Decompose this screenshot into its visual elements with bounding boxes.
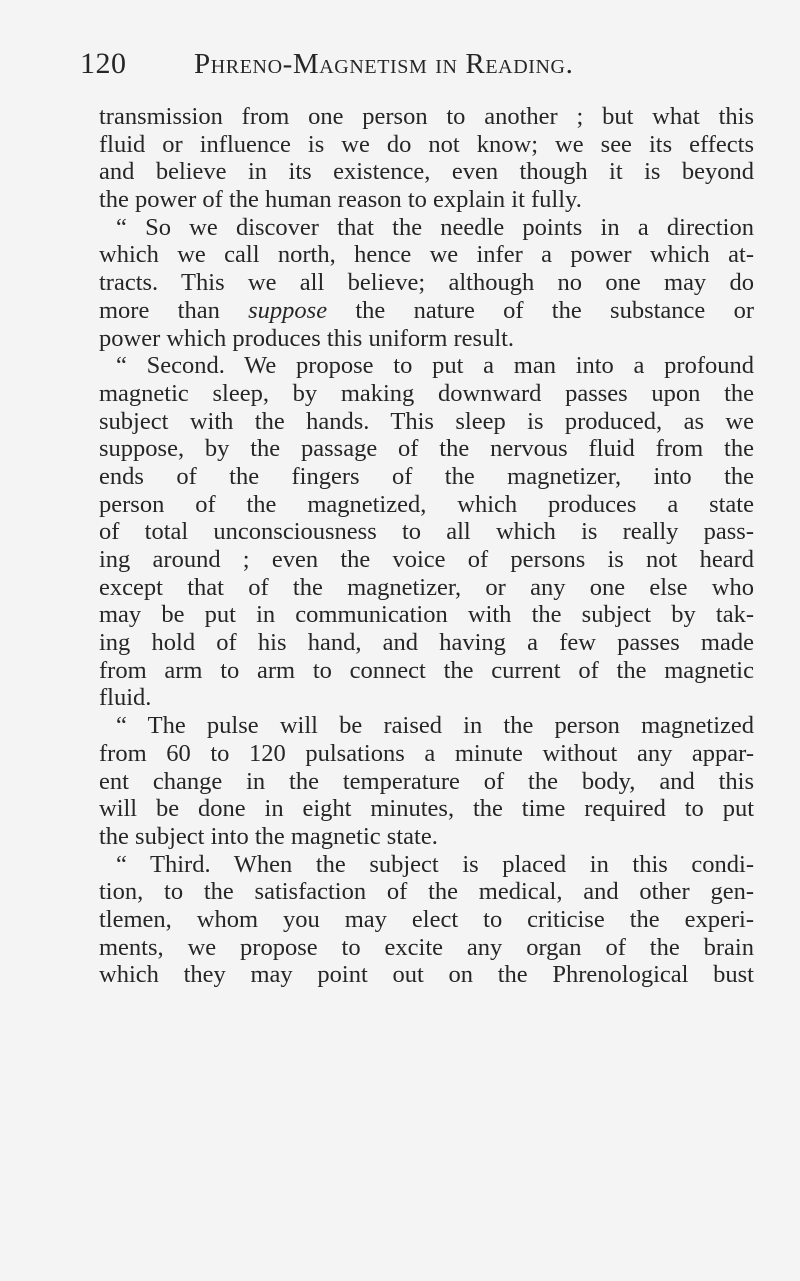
text-line: fluid or influence is we do not know; we see its effects	[99, 130, 754, 158]
text-line: from arm to arm to connect the current of the magnetic	[99, 656, 754, 684]
text-line: of total unconsciousness to all which is really pass-	[99, 518, 754, 546]
text-line: except that of the magnetizer, or any one else who	[99, 573, 754, 601]
text-line: person of the magnetized, which produces a state	[99, 490, 754, 518]
text-line: tlemen, whom you may elect to criticise the experi-	[99, 905, 754, 933]
text-line: tion, to the satisfaction of the medical, and other gen-	[99, 878, 754, 906]
text-line: which we call north, hence we infer a power which at-	[99, 241, 754, 269]
text-line: from 60 to 120 pulsations a minute without any appar-	[99, 739, 754, 767]
text-line: ments, we propose to excite any organ of the brain	[99, 933, 754, 961]
page-number: 120	[80, 47, 127, 80]
running-head	[73, 44, 728, 84]
text-line: the subject into the magnetic state.	[99, 822, 438, 850]
text-line: may be put in communication with the subject by tak-	[99, 601, 754, 629]
text-line: magnetic sleep, by making downward passes upon the	[99, 379, 754, 407]
text-line: more than suppose the nature of the substance or	[99, 296, 754, 324]
text-line: “ Second. We propose to put a man into a profound	[116, 352, 754, 380]
text-line: tracts. This we all believe; although no one may do	[99, 269, 754, 297]
text-line: suppose, by the passage of the nervous fluid from the	[99, 435, 754, 463]
text-line: subject with the hands. This sleep is produced, as we	[99, 407, 754, 435]
text-line: will be done in eight minutes, the time required to put	[99, 795, 754, 823]
running-title: Phreno-Magnetism in Reading.	[194, 48, 574, 80]
text-line: ing hold of his hand, and having a few passes made	[99, 629, 754, 657]
text-line: ends of the fingers of the magnetizer, into the	[99, 462, 754, 490]
text-line: transmission from one person to another ; but what this	[99, 103, 754, 130]
text-line: ent change in the temperature of the body, and this	[99, 767, 754, 795]
emphasized-word: suppose	[248, 296, 328, 324]
text-line: and believe in its existence, even though it is beyond	[99, 158, 754, 186]
text-line: “ The pulse will be raised in the person magnetized	[116, 712, 754, 740]
text-line: ing around ; even the voice of persons is not heard	[99, 546, 754, 573]
text-line: the power of the human reason to explain it fully.	[99, 186, 582, 214]
body-text	[99, 103, 754, 989]
text-line: which they may point out on the Phrenological bust	[99, 961, 754, 989]
text-line: fluid.	[99, 684, 152, 712]
text-line: power which produces this uniform result.	[99, 324, 515, 352]
text-line: “ Third. When the subject is placed in this condi-	[116, 850, 754, 878]
text-line: “ So we discover that the needle points in a direction	[116, 213, 754, 241]
